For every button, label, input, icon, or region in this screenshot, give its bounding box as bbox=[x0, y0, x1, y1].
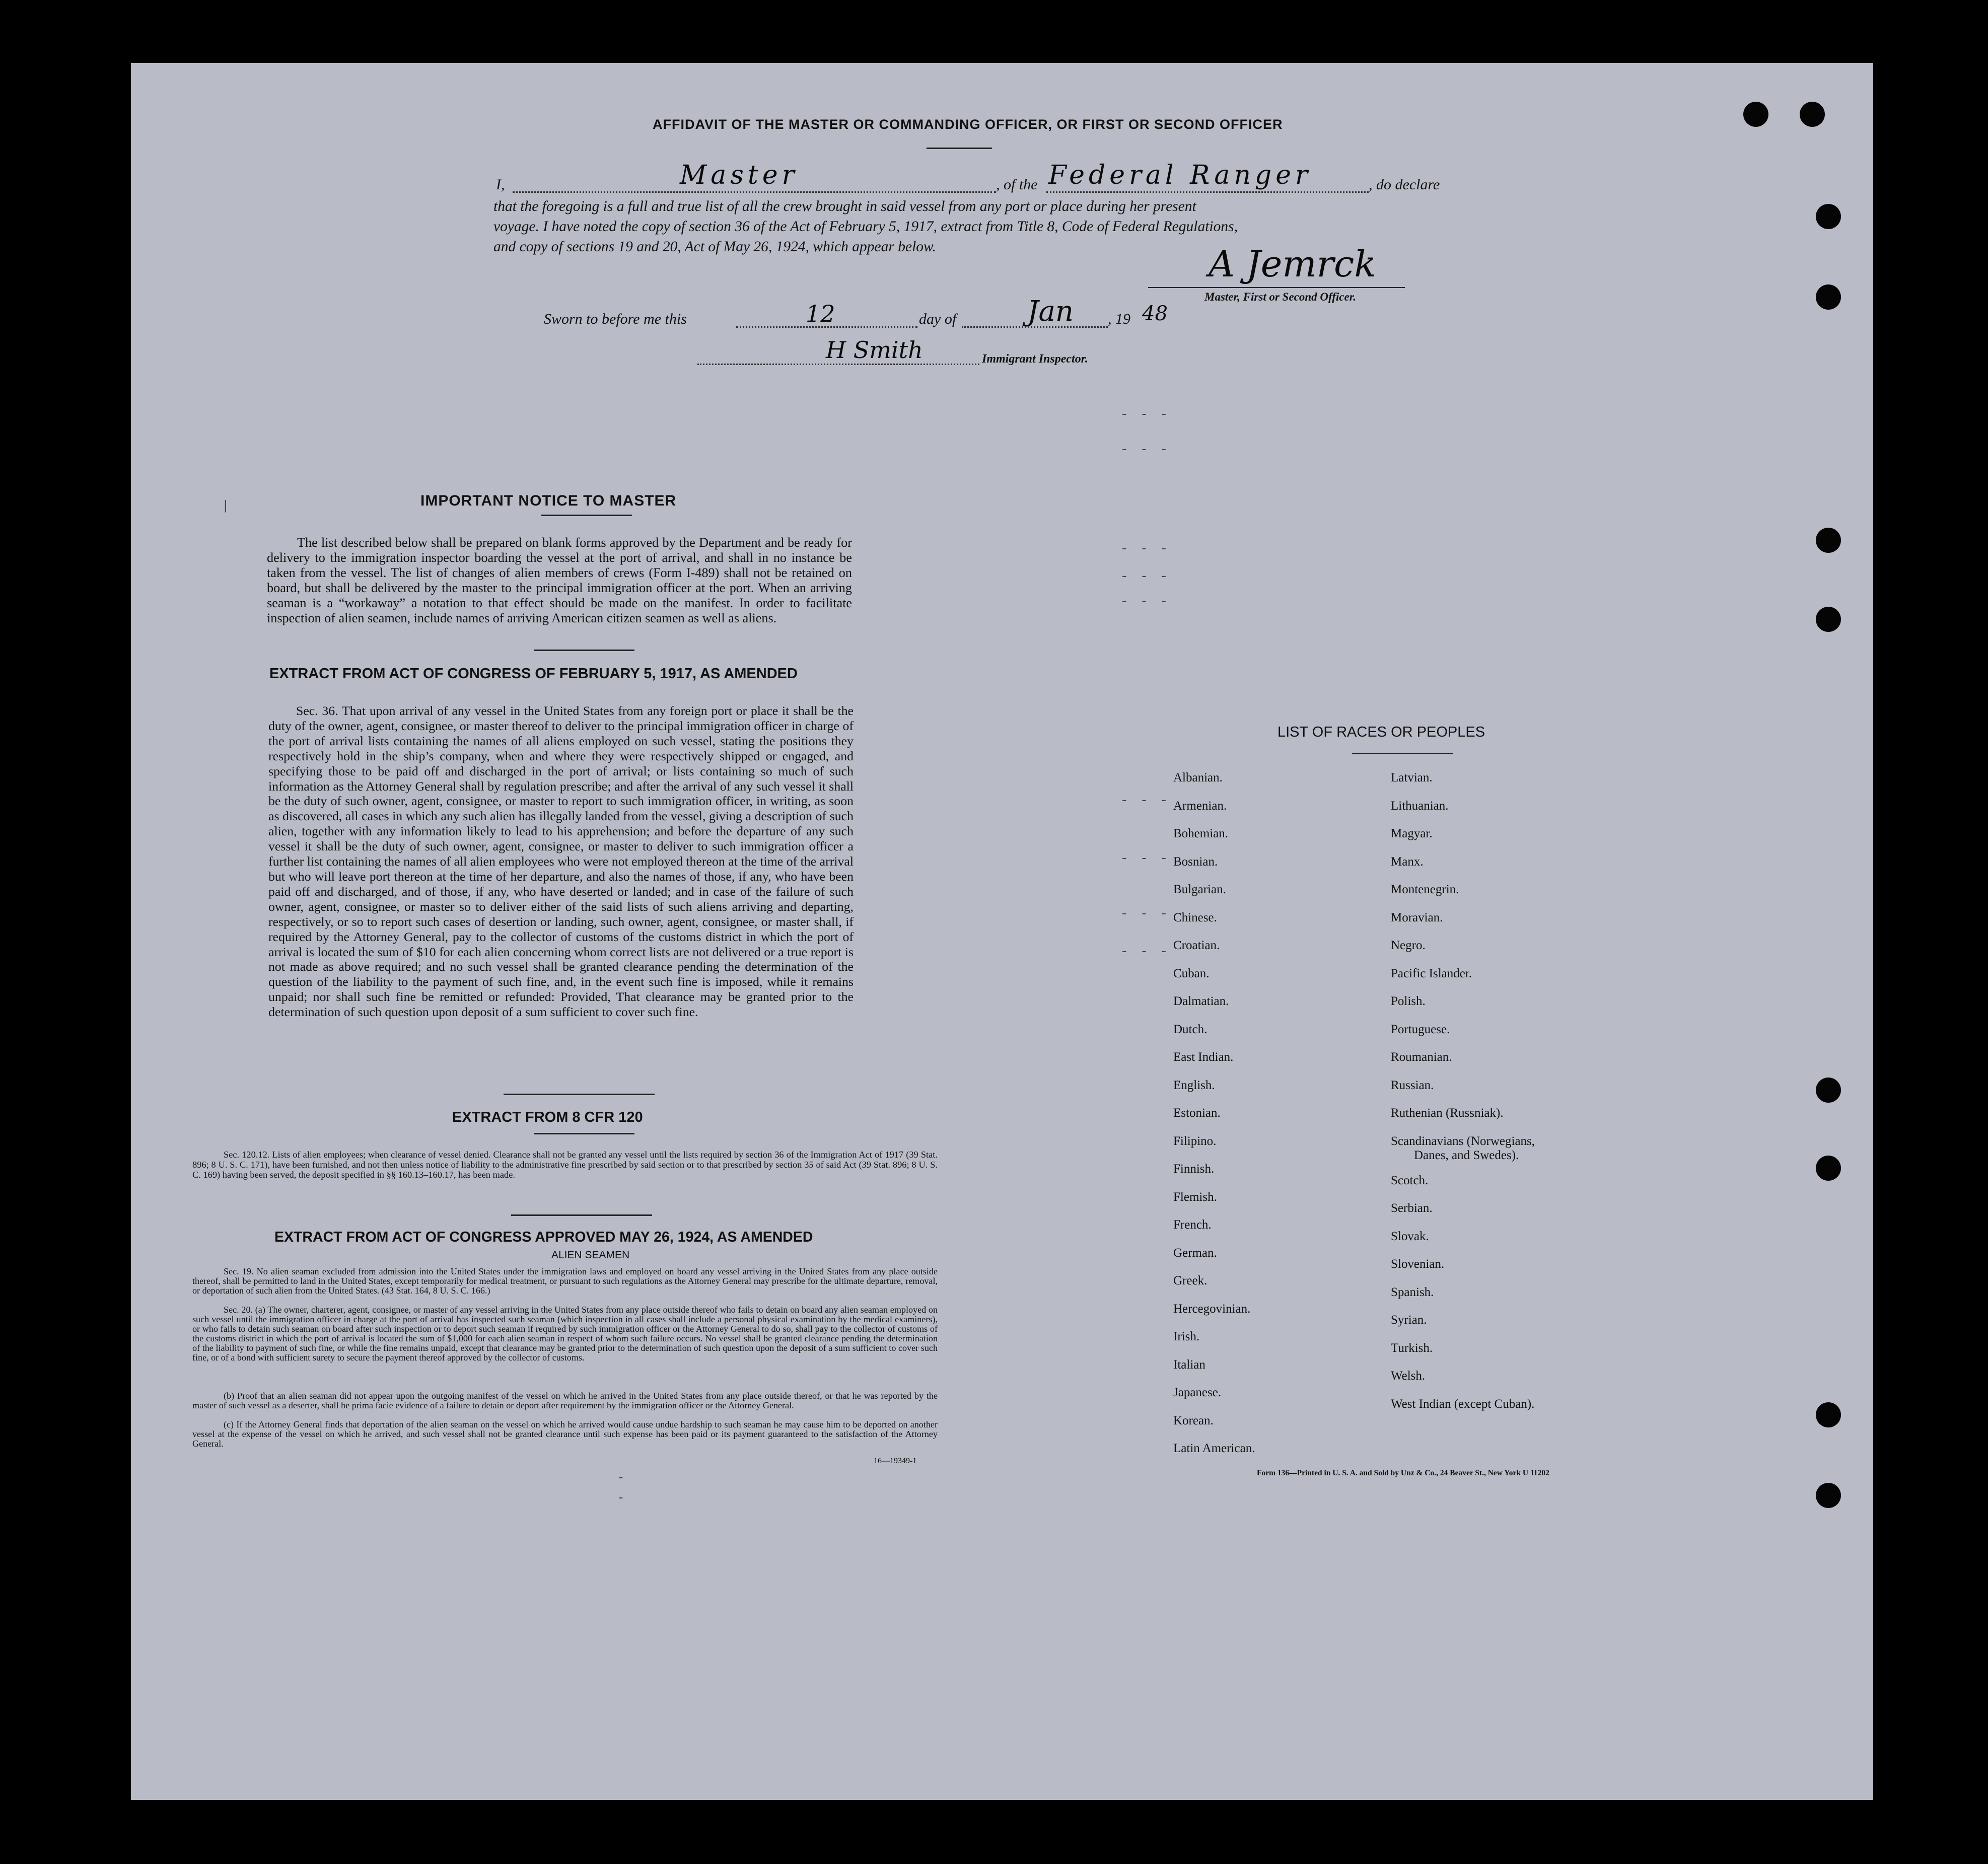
inspector-field-line bbox=[697, 364, 979, 365]
race-item: English. bbox=[1173, 1078, 1215, 1092]
of-the-label: , of the bbox=[996, 176, 1038, 193]
inspector-signature: H Smith bbox=[826, 336, 923, 364]
race-item: German. bbox=[1173, 1246, 1217, 1260]
race-item: Croatian. bbox=[1173, 939, 1220, 952]
day-value: 12 bbox=[806, 300, 835, 327]
affidavit-heading: AFFIDAVIT OF THE MASTER OR COMMANDING OFFICER, OR FIRST OR SECOND OFFICER bbox=[653, 117, 1283, 132]
faint-mark: - - - bbox=[1120, 944, 1170, 959]
punch-hole bbox=[1816, 1078, 1841, 1103]
race-item: Moravian. bbox=[1391, 910, 1443, 924]
race-item: Spanish. bbox=[1391, 1285, 1434, 1299]
section-divider bbox=[504, 1094, 655, 1095]
inspector-caption: Immigrant Inspector. bbox=[982, 352, 1088, 366]
affidavit-text-3: and copy of sections 19 and 20, Act of May 26, 1924, which appear below. bbox=[493, 239, 936, 255]
vessel-value: Federal Ranger bbox=[1048, 160, 1312, 190]
race-item: Dalmatian. bbox=[1173, 994, 1229, 1008]
races-title-underline bbox=[1352, 753, 1453, 754]
race-item: Scandinavians (Norwegians, bbox=[1391, 1134, 1535, 1148]
race-item: Bulgarian. bbox=[1173, 883, 1226, 896]
faint-mark: - - - bbox=[1120, 594, 1170, 609]
race-item: Welsh. bbox=[1391, 1369, 1426, 1383]
sworn-label: Sworn to before me this bbox=[544, 311, 687, 327]
do-declare-label: , do declare bbox=[1369, 176, 1440, 193]
faint-mark: - bbox=[617, 1490, 627, 1505]
month-value: Jan bbox=[1027, 295, 1074, 328]
race-item: Lithuanian. bbox=[1391, 799, 1449, 813]
extract-1924-sec19: Sec. 19. No alien seaman excluded from admission into the United States under the immigration laws and employed on board any vessel arriving in the United States from any place outside thereof, shall be permitted to land in the United States, except temporarily for medical treatment, or pursuant to such regulations as the Attorney General may prescribe for the ultimate departure, removal, or deportation of such alien from the United States. (43 Stat. 164, 8 U. S. C. 166.) bbox=[192, 1266, 938, 1296]
extract-1917-body: Sec. 36. That upon arrival of any vessel in the United States from any foreign port or place it shall be the duty of the owner, agent, consignee, or master thereof to deliver to the principal immigration officer in charge of the port of arrival lists containing the names of all aliens employed on such vessel, stating the positions they respectively hold in the ship’s company, when and where they were respectively shipped or engaged, and specifying those to be paid off and discharged in the port of arrival; or lists containing so much of such information as the Attorney General shall by regulation prescribe; and after the arrival of any such vessel it shall be the duty of such owner, agent, consignee, or master to report to such immigration officer, in writing, as soon as discovered, all cases in which any such alien has illegally landed from the vessel, giving a description of such alien, together with any information likely to lead to his apprehension; and before the departure of any such vessel it shall be the duty of such owner, agent, consignee, or master to deliver to such immigration officer a further list containing the names of all alien employees who were not employed thereon at the time of the arrival but who will leave port thereon at the time of her departure, and also the names of those, if any, who have been paid off and discharged, and of those, if any, who have deserted or landed; and in case of the failure of such owner, agent, consignee, or master so to deliver either of the said lists of such aliens arriving and departing, respectively, or so to report such cases of desertion or landing, such owner, agent, consignee, or master shall, if required by the Attorney General, pay to the collector of customs of the customs district in which the port of arrival is located the sum of $10 for each alien concerning whom correct lists are not delivered or a true report is not made as above required; and no such vessel shall be granted clearance pending the determination of the question of the liability to the payment of such fine, and, in the event such fine is imposed, while it remains unpaid; nor shall such fine be remitted or refunded: Provided, That clearance may be granted prior to the determination of such question upon deposit of a sum sufficient to cover such fine. bbox=[268, 703, 854, 1020]
section-divider bbox=[534, 1133, 634, 1134]
officer-field-line bbox=[513, 191, 996, 193]
race-item: Latin American. bbox=[1173, 1442, 1255, 1455]
race-item: Cuban. bbox=[1173, 966, 1210, 980]
punch-hole bbox=[1816, 204, 1841, 229]
vessel-field-line bbox=[1046, 191, 1369, 193]
notice-title: IMPORTANT NOTICE TO MASTER bbox=[420, 492, 677, 509]
races-left-column bbox=[1173, 768, 1255, 1467]
extract-1924-subtitle: ALIEN SEAMEN bbox=[551, 1249, 630, 1261]
race-item: Serbian. bbox=[1391, 1201, 1433, 1215]
heading-underline bbox=[927, 148, 992, 149]
year-prefix: , 19 bbox=[1108, 311, 1130, 327]
extract-1917-title: EXTRACT FROM ACT OF CONGRESS OF FEBRUARY 5, 1917, AS AMENDED bbox=[269, 666, 798, 682]
faint-mark: - - - bbox=[1120, 407, 1170, 422]
affidavit-text-2: voyage. I have noted the copy of section 36 of the Act of February 5, 1917, extract from Title 8, Code of Federal Regulations, bbox=[493, 219, 1238, 235]
race-item: East Indian. bbox=[1173, 1050, 1234, 1064]
notice-body: The list described below shall be prepared on blank forms approved by the Department and be ready for delivery to the immigration inspector boarding the vessel at the port of arrival, and shall in no instance be taken from the vessel. The list of changes of alien members of crews (Form I-489) shall not be retained on board, but shall be delivered by the master to the principal immigration officer at the port. When an arriving seaman is a “workaway” a notation to that effect should be made on the manifest. In order to facilitate inspection of alien seamen, include names of arriving American citizen seamen as well as aliens. bbox=[267, 535, 852, 625]
i-label: I, bbox=[496, 176, 505, 193]
faint-mark: - - - bbox=[1120, 906, 1170, 921]
section-divider bbox=[511, 1214, 652, 1216]
faint-mark: - - - bbox=[1120, 442, 1170, 457]
race-item: Slovak. bbox=[1391, 1229, 1429, 1243]
race-item: Italian bbox=[1173, 1357, 1205, 1372]
race-item: Danes, and Swedes). bbox=[1414, 1148, 1519, 1162]
master-caption: Master, First or Second Officer. bbox=[1204, 291, 1357, 303]
race-item: Portuguese. bbox=[1391, 1022, 1450, 1036]
race-item: Greek. bbox=[1173, 1274, 1208, 1287]
extract-1924-sec20b: (b) Proof that an alien seaman did not appear upon the outgoing manifest of the vessel on which he arrived in the United States from any place outside thereof, or that he was reported by the master of such vessel as a deserter, shall be prima facie evidence of a failure to detain or deport after requirement by the immigration officer or the Attorney General. bbox=[192, 1391, 938, 1410]
race-item: Negro. bbox=[1391, 939, 1426, 952]
race-item: Korean. bbox=[1173, 1413, 1214, 1427]
race-item: Dutch. bbox=[1173, 1022, 1208, 1036]
race-item: Russian. bbox=[1391, 1078, 1434, 1092]
race-item: Irish. bbox=[1173, 1330, 1200, 1343]
race-item: Ruthenian (Russniak). bbox=[1391, 1106, 1504, 1120]
cfr-title: EXTRACT FROM 8 CFR 120 bbox=[452, 1109, 643, 1125]
master-signature-line bbox=[1148, 287, 1405, 288]
race-item: Bohemian. bbox=[1173, 827, 1229, 840]
race-item: Turkish. bbox=[1391, 1341, 1433, 1355]
race-item: Finnish. bbox=[1173, 1162, 1215, 1176]
race-item: Roumanian. bbox=[1391, 1050, 1452, 1064]
punch-hole bbox=[1816, 1402, 1841, 1427]
printer-footer: Form 136—Printed in U. S. A. and Sold by Unz & Co., 24 Beaver St., New York U 11202 bbox=[1257, 1469, 1549, 1477]
year-value: 48 bbox=[1142, 302, 1168, 325]
punch-hole bbox=[1816, 284, 1841, 310]
day-of-label: day of bbox=[919, 311, 957, 327]
race-item: Syrian. bbox=[1391, 1313, 1427, 1327]
faint-mark: - - - bbox=[1120, 569, 1170, 584]
race-item: Montenegrin. bbox=[1391, 883, 1459, 896]
race-item: Polish. bbox=[1391, 994, 1426, 1008]
affidavit-text-1: that the foregoing is a full and true list of all the crew brought in said vessel from any port or place during her present bbox=[493, 198, 1196, 214]
extract-1924-sec20a: Sec. 20. (a) The owner, charterer, agent, consignee, or master of any vessel arriving in the United States from any place outside thereof who fails to detain on board any alien seaman employed on such vessel until the immigration officer in charge at the port of arrival has inspected such seaman (which inspection in all cases shall include a personal physical examination by the medical examiners), or who fails to detain such seaman on board after such inspection or to deport such seaman if required by such immigration officer or the Attorney General to do so, shall pay to the collector of customs of the customs district in which the port of arrival is located the sum of $1,000 for each alien seaman in respect of whom such failure occurs. No vessel shall be granted clearance pending the determination of the liability to payment of such fine, or while the fine remains unpaid, except that clearance may be granted prior to the determination of such question upon the deposit of a sum sufficient to cover such fine, or of a bond with sufficient surety to secure the payment thereof approved by the collector of customs. bbox=[192, 1305, 938, 1363]
race-item: Estonian. bbox=[1173, 1106, 1221, 1120]
race-item: Hercegovinian. bbox=[1173, 1302, 1251, 1316]
race-item: Slovenian. bbox=[1391, 1257, 1445, 1271]
race-item: Bosnian. bbox=[1173, 854, 1218, 869]
race-item: Manx. bbox=[1391, 854, 1424, 869]
races-right-column bbox=[1391, 768, 1535, 1422]
section-divider bbox=[534, 650, 634, 651]
punch-hole bbox=[1743, 102, 1768, 127]
punch-hole bbox=[1816, 528, 1841, 553]
officer-value: Master bbox=[680, 160, 799, 190]
race-item: Pacific Islander. bbox=[1391, 966, 1472, 980]
race-item: Japanese. bbox=[1173, 1386, 1222, 1399]
extract-1924-title: EXTRACT FROM ACT OF CONGRESS APPROVED MAY 26, 1924, AS AMENDED bbox=[274, 1229, 813, 1245]
race-item: Chinese. bbox=[1173, 910, 1217, 924]
faint-mark: | bbox=[222, 498, 232, 514]
race-item: French. bbox=[1173, 1218, 1212, 1232]
punch-hole bbox=[1800, 102, 1825, 127]
faint-mark: - - - bbox=[1120, 851, 1170, 866]
faint-mark: - - - bbox=[1120, 541, 1170, 556]
faint-mark: - bbox=[617, 1470, 627, 1485]
punch-hole bbox=[1816, 607, 1841, 632]
race-item: Scotch. bbox=[1391, 1173, 1429, 1187]
cfr-body: Sec. 120.12. Lists of alien employees; when clearance of vessel denied. Clearance shall not be granted any vessel until the lists required by section 36 of the Immigration Act of 1917 (39 Stat. 896; 8 U. S. C. 171), have been furnished, and not then unless notice of liability to the administrative fine prescribed by said section or to that prescribed by section 35 of said Act (39 Stat. 896; 8 U. S. C. 169) having been served, the deposit specified in §§ 160.13–160.17, has been made. bbox=[192, 1150, 938, 1180]
race-item: Filipino. bbox=[1173, 1134, 1217, 1148]
extract-1924-sec20c: (c) If the Attorney General finds that deportation of the alien seaman on the vessel on which he arrived would cause undue hardship to such seaman he may cause him to be deported on another vessel at the expense of the vessel on which he arrived, and such vessel shall not be granted clearance until such expense has been paid or its payment guaranteed to the satisfaction of the Attorney General. bbox=[192, 1419, 938, 1449]
notice-title-underline bbox=[541, 515, 632, 516]
master-signature: A Jemrck bbox=[1209, 243, 1376, 285]
race-item: Latvian. bbox=[1391, 771, 1433, 784]
races-title: LIST OF RACES OR PEOPLES bbox=[1277, 724, 1485, 740]
punch-hole bbox=[1816, 1483, 1841, 1508]
faint-mark: - - - bbox=[1120, 793, 1170, 808]
form-code: 16—19349-1 bbox=[874, 1457, 917, 1465]
race-item: Armenian. bbox=[1173, 799, 1227, 813]
race-item: Flemish. bbox=[1173, 1190, 1217, 1204]
punch-hole bbox=[1816, 1156, 1841, 1181]
race-item: Albanian. bbox=[1173, 771, 1223, 784]
race-item: Magyar. bbox=[1391, 827, 1433, 840]
race-item: West Indian (except Cuban). bbox=[1391, 1397, 1535, 1411]
